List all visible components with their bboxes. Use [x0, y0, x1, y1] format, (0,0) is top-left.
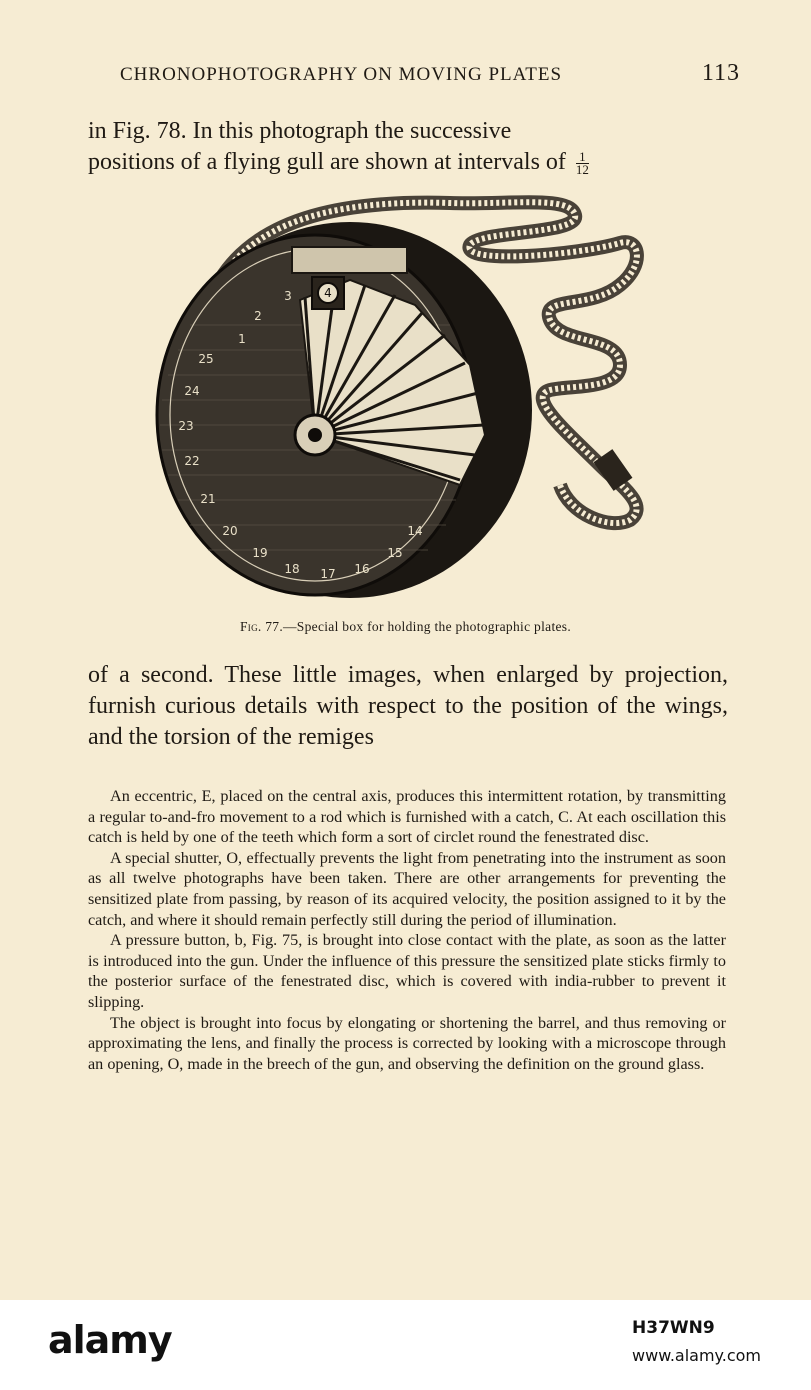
- paragraph: A pressure button, b, Fig. 75, is brought into close contact with the plate, as soon as the latter is introduced into the gun. Under the influence of this pressure the sensitized plate sticks firmly to the posterior surface of the fenestrated disc, which is covered with india-rubber to prevent it slipping.: [88, 931, 726, 1011]
- caption-text: —Special box for holding the photographic plates.: [283, 619, 572, 634]
- continuation-paragraph: of a second. These little images, when enlarged by projection, furnish curious details with respect to the position of the wings, and the torsion of the remiges: [88, 662, 728, 750]
- dial-number: 18: [284, 562, 300, 576]
- stock-footer: [0, 1300, 811, 1390]
- latch-plate: [292, 247, 407, 273]
- site-url: www.alamy.com: [632, 1346, 761, 1365]
- alamy-logo: alamy: [48, 1318, 172, 1362]
- fraction: [575, 148, 589, 177]
- caption-figure-number: Fig. 77.: [239, 619, 283, 634]
- dial-number: 24: [184, 384, 200, 398]
- top-line-2: positions of a flying gull are shown at intervals of: [88, 149, 572, 175]
- dial-number: 25: [198, 352, 214, 366]
- dial-number: 2: [254, 309, 262, 323]
- dial-number: 15: [387, 546, 403, 560]
- dial-number: 3: [284, 289, 292, 303]
- top-line-1: in Fig. 78. In this photograph the successive: [88, 118, 512, 144]
- dial-number: 1: [238, 332, 246, 346]
- paragraph: An eccentric, E, placed on the central axis, produces this intermittent rotation, by transmitting a regular to-and-fro movement to a rod which is furnished with a catch, C. At each oscillation this catch is held by one of the teeth which form a sort of circlet round the fenestrated disc.: [88, 787, 726, 847]
- plate-box-illustration: [150, 185, 680, 605]
- stock-meta: [632, 1318, 761, 1365]
- dial-number: 22: [184, 454, 200, 468]
- dial-number: 14: [407, 524, 423, 538]
- image-id: H37WN9: [632, 1318, 715, 1338]
- dial-number: 23: [178, 419, 194, 433]
- top-paragraph: [88, 116, 728, 178]
- fraction-numerator: 1: [576, 151, 589, 164]
- dial-number: 21: [200, 492, 216, 506]
- paragraph: The object is brought into focus by elongating or shortening the barrel, and thus removing or approximating the lens, and finally the process is corrected by looking with a microscope through an opening, O, made in the breech of the gun, and observing the definition on the ground glass.: [88, 1013, 726, 1073]
- dial-number: 19: [252, 546, 268, 560]
- running-head-title: CHRONOPHOTOGRAPHY ON MOVING PLATES: [120, 64, 563, 85]
- fraction-denominator: 12: [575, 161, 589, 177]
- dial-number: 17: [320, 567, 336, 581]
- body-text: [88, 786, 726, 1074]
- paragraph: A special shutter, O, effectually prevents the light from penetrating into the instrument as soon as all twelve photographs have been taken. There are other arrangements for preventing the sensitized plate from passing, by reason of its acquired velocity, the position assigned to it by the catch, and where it should remain perfectly still during the period of illumination.: [88, 848, 726, 929]
- dial-number: 20: [222, 524, 238, 538]
- dial-number: 4: [324, 286, 332, 300]
- figure-caption: [0, 619, 811, 635]
- dial-number: 16: [354, 562, 370, 576]
- page-number: 113: [701, 60, 740, 86]
